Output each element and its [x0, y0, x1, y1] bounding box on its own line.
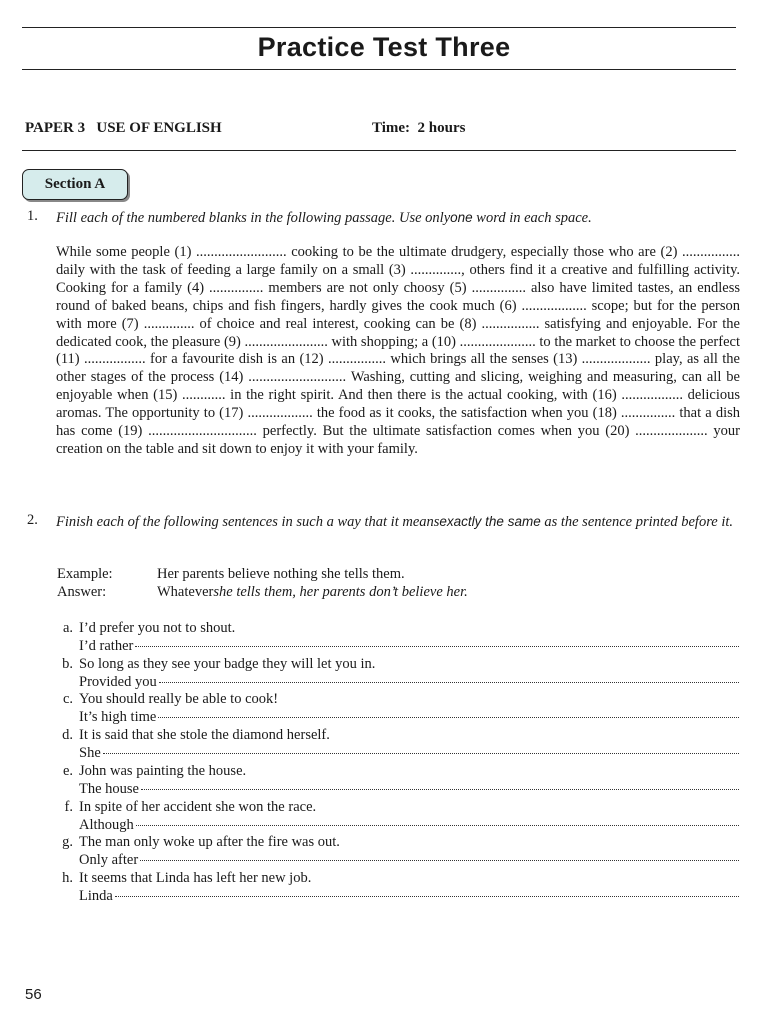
top-rule: [22, 27, 736, 28]
item-letter: d.: [62, 727, 73, 744]
dotted-answer-space[interactable]: [135, 645, 739, 647]
item-letter: h.: [62, 869, 73, 886]
dotted-answer-space[interactable]: [103, 752, 739, 754]
item-sentence: You should really be able to cook!: [79, 691, 279, 708]
time-label: Time: 2 hours: [372, 120, 466, 136]
answer-completion: she tells them, her parents don’t believe her.: [213, 584, 468, 600]
answer-line-start: She: [79, 745, 101, 762]
item-sentence: So long as they see your badge they will let you in.: [79, 655, 376, 672]
dotted-answer-space[interactable]: [140, 859, 739, 861]
item-letter: g.: [62, 834, 73, 851]
answer-line-start: Linda: [79, 887, 113, 904]
paper-label: PAPER 3 USE OF ENGLISH: [25, 120, 222, 136]
title-rule: [22, 69, 736, 70]
item-sentence: John was painting the house.: [79, 762, 247, 779]
answer-line-start: Only after: [79, 852, 139, 869]
dotted-answer-space[interactable]: [136, 824, 739, 826]
item-sentence: In spite of her accident she won the race.: [79, 798, 317, 815]
answer-line[interactable]: [79, 817, 739, 834]
cloze-passage: While some people (1) ......................... cooking to be the ultimate drudgery, especially those who are (2) ................ daily with the task of feeding a large family on a small (3) .............., others find it a creative and fulfilling activity. Cooking for a family (4) ............... members are not only choosy (5) ............... also have limited tastes, an endless round of baked beans, chips and fish fingers, hardly gives the cook much (6) .................. scope; but for the person with more (7) .............. of choice and real interest, cooking can be (8) ................ satisfying and enjoyable. For the dedicated cook, the pleasure (9) ....................... with shopping; a (10) ..................... to the market to choose the perfect (11) ................. for a favourite dish is an (12) ................ which brings all the senses (13) ................... play, as all the other stages of the process (14) ........................... Washing, cutting and slicing, weighing and measuring, can all be enjoyable when (15) ............ in the right spirit. And then there is the actual cooking, with (16) ................. delicious aromas. The opportunity to (17) .................. the food as it cooks, the satisfaction when you (18) ............... that a dish has come (19) .............................. perfectly. But the ultimate satisfaction comes when you (20) .................... your creation on the table and sit down to enjoy it with your family.: [56, 244, 740, 457]
question-2-instruction: [56, 512, 740, 532]
dotted-answer-space[interactable]: [115, 895, 739, 897]
answer-line[interactable]: [79, 638, 739, 655]
page-number: 56: [25, 986, 42, 1003]
answer-line[interactable]: [79, 674, 739, 691]
answer-start: Whatever: [157, 584, 214, 600]
dotted-answer-space[interactable]: [141, 788, 739, 790]
answer-line-start: The house: [79, 780, 139, 797]
answer-line[interactable]: [79, 852, 739, 869]
answer-line[interactable]: [79, 888, 739, 905]
question-2-instruction-emphasis: exactly the same: [439, 514, 541, 529]
answer-line-start: I’d rather: [79, 638, 134, 654]
page-title: Practice Test Three: [257, 32, 511, 62]
question-1-instruction: [56, 208, 740, 228]
answer-line[interactable]: [79, 709, 739, 726]
item-letter: b.: [62, 655, 73, 672]
question-2-number: 2.: [27, 512, 38, 528]
dotted-answer-space[interactable]: [158, 716, 739, 718]
question-1-instruction-emphasis: one: [450, 210, 473, 225]
item-letter: e.: [62, 762, 73, 779]
item-letter: a.: [62, 620, 73, 636]
answer-line-start: It’s high time: [79, 709, 157, 726]
example-label: Example:: [57, 566, 113, 582]
answer-label: Answer:: [57, 584, 107, 600]
answer-line-start: Although: [79, 816, 134, 833]
question-1-instruction-start: Fill each of the numbered blanks in the following passage. Use only: [56, 210, 451, 226]
item-letter: f.: [64, 798, 73, 815]
example-sentence: Her parents believe nothing she tells them.: [157, 566, 405, 582]
answer-line[interactable]: [79, 745, 739, 762]
item-sentence: I’d prefer you not to shout.: [79, 620, 236, 636]
header-rule: [22, 150, 736, 151]
question-2-instruction-end: as the sentence printed before it.: [540, 514, 734, 530]
item-sentence: It is said that she stole the diamond herself.: [79, 727, 330, 744]
answer-sentence: [157, 584, 468, 601]
dotted-answer-space[interactable]: [159, 681, 739, 683]
answer-line[interactable]: [79, 781, 739, 798]
item-sentence: It seems that Linda has left her new job.: [79, 869, 312, 886]
question-1-instruction-end: word in each space.: [472, 210, 592, 226]
answer-line-start: Provided you: [79, 673, 157, 690]
item-letter: c.: [62, 691, 73, 708]
question-1-number: 1.: [27, 208, 38, 224]
section-badge: Section A: [22, 169, 128, 200]
question-2-instruction-start: Finish each of the following sentences in such a way that it means: [56, 514, 440, 530]
item-sentence: The man only woke up after the fire was out.: [79, 834, 340, 851]
